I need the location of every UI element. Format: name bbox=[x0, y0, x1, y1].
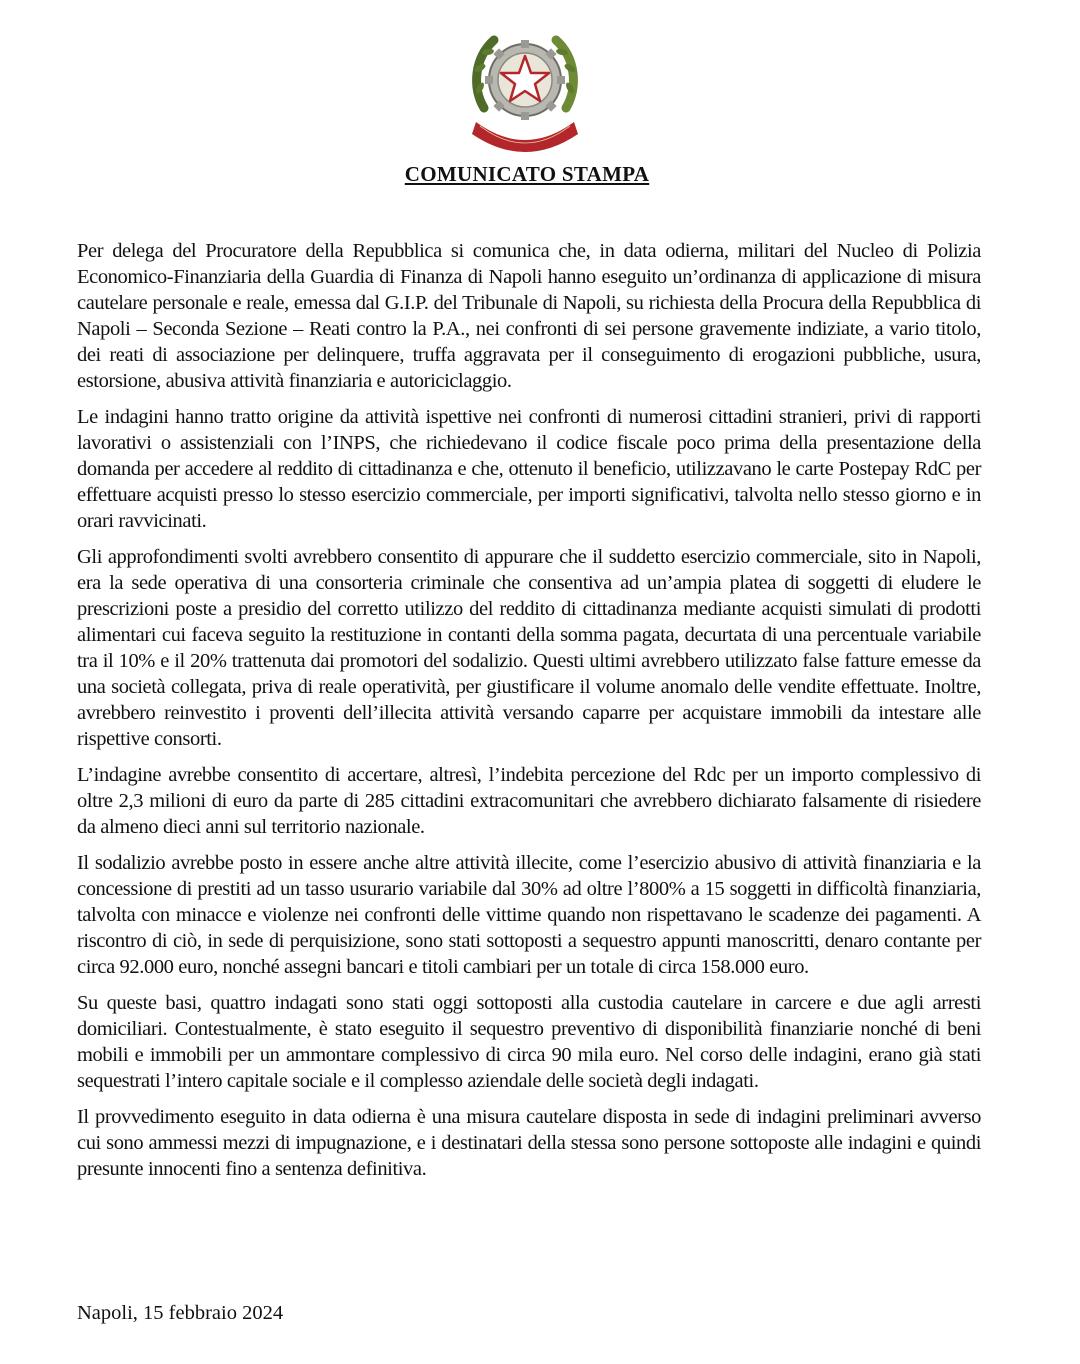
paragraph-5: Il sodalizio avrebbe posto in essere anche altre attività illecite, come l’esercizio abusivo di attività finanziaria e la concessione di prestiti ad un tasso usurario variabile dal 30% ad oltre l’800% a 15 soggetti in difficoltà finanziaria, talvolta con minacce e violenze nei confronti delle vittime quando non rispettavano le scadenze dei pagamenti. A riscontro di ciò, in sede di perquisizione, sono stati sottoposti a sequestro appunti manoscritti, denaro contante per circa 92.000 euro, nonché assegni bancari e titoli cambiari per un totale di circa 158.000 euro. bbox=[77, 852, 981, 978]
paragraph-2: Le indagini hanno tratto origine da attività ispettive nei confronti di numerosi cittadini stranieri, privi di rapporti lavorativi o assistenziali con l’INPS, che richiedevano il codice fiscale poco prima della presentazione della domanda per accedere al reddito di cittadinanza e che, ottenuto il beneficio, utilizzavano le carte Postepay RdC per effettuare acquisti presso lo stesso esercizio commerciale, per importi significativi, talvolta nello stesso giorno e in orari ravvicinati. bbox=[77, 406, 981, 532]
press-release-title: COMUNICATO STAMPA bbox=[404, 162, 650, 186]
paragraph-6: Su queste basi, quattro indagati sono stati oggi sottoposti alla custodia cautelare in carcere e due agli arresti domiciliari. Contestualmente, è stato eseguito il sequestro preventivo di disponibilità finanziarie nonché di beni mobili e immobili per un ammontare complessivo di circa 90 mila euro. Nel corso delle indagini, erano già stati sequestrati l’intero capitale sociale e il complesso aziendale delle società degli indagati. bbox=[77, 992, 981, 1092]
paragraph-7: Il provvedimento eseguito in data odierna è una misura cautelare disposta in sede di indagini preliminari avverso cui sono ammessi mezzi di impugnazione, e i destinatari della stessa sono persone sottoposte alle indagini e quindi presunte innocenti fino a sentenza definitiva. bbox=[77, 1106, 981, 1180]
press-release-body bbox=[77, 238, 981, 1192]
paragraph-4: L’indagine avrebbe consentito di accertare, altresì, l’indebita percezione del Rdc per un importo complessivo di oltre 2,3 milioni di euro da parte di 285 cittadini extracomunitari che avrebbero dichiarato falsamente di risiedere da almeno dieci anni sul territorio nazionale. bbox=[77, 764, 981, 838]
paragraph-1: Per delega del Procuratore della Repubblica si comunica che, in data odierna, militari del Nucleo di Polizia Economico-Finanziaria della Guardia di Finanza di Napoli hanno eseguito un’ordinanza di applicazione di misura cautelare personale e reale, emessa dal G.I.P. del Tribunale di Napoli, su richiesta della Procura della Repubblica di Napoli – Seconda Sezione – Reati contro la P.A., nei confronti di sei persone gravemente indiziate, a vario titolo, dei reati di associazione per delinquere, truffa aggravata per il conseguimento di erogazioni pubbliche, usura, estorsione, abusiva attività finanziaria e autoriciclaggio. bbox=[77, 240, 981, 392]
date-line: Napoli, 15 febbraio 2024 bbox=[77, 1302, 284, 1324]
paragraph-3: Gli approfondimenti svolti avrebbero consentito di appurare che il suddetto esercizio commerciale, sito in Napoli, era la sede operativa di una consorteria criminale che consentiva ad un’ampia platea di soggetti di eludere le prescrizioni poste a presidio del corretto utilizzo del reddito di cittadinanza mediante acquisti simulati di prodotti alimentari cui faceva seguito la restituzione in contanti della somma pagata, decurtata di una percentuale variabile tra il 10% e il 20% trattenuta dai promotori del sodalizio. Questi ultimi avrebbero utilizzato false fatture emesse da una società collegata, priva di reale operatività, per giustificare il volume anomalo delle vendite effettuate. Inoltre, avrebbero reinvestito i proventi dell’illecita attività versando caparre per acquistare immobili da intestare alle rispettive consorti. bbox=[77, 546, 981, 750]
repubblica-italiana-emblem-icon bbox=[466, 18, 584, 154]
